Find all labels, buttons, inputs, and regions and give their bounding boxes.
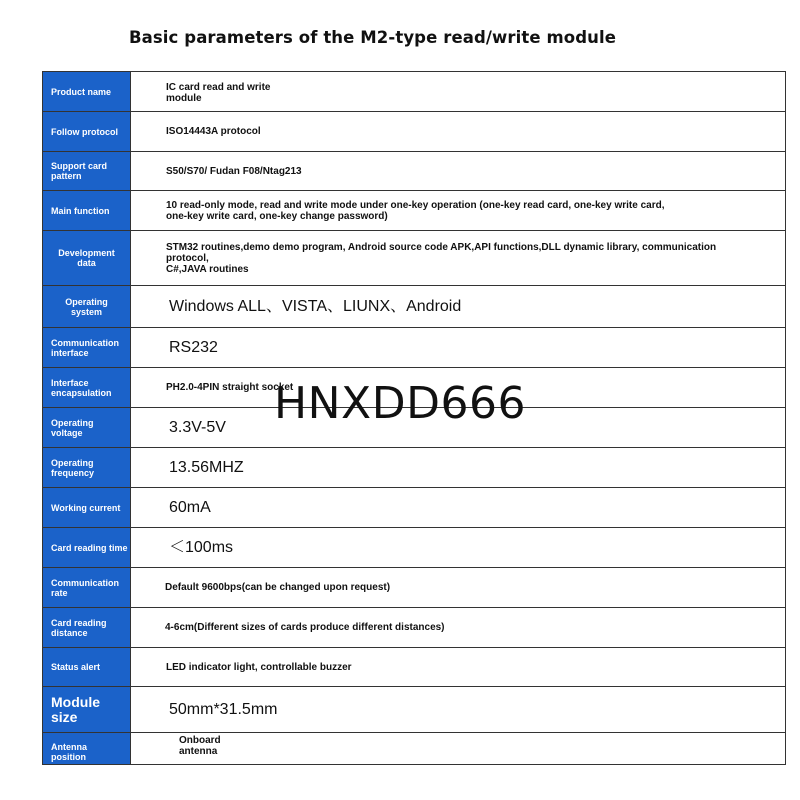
- row-label: Support card pattern: [43, 152, 131, 190]
- row-label: Working current: [43, 488, 131, 527]
- row-value: 13.56MHZ: [169, 458, 244, 476]
- row-label: Module size: [43, 687, 131, 732]
- row-value: ISO14443A protocol: [166, 126, 261, 137]
- table-row-working-current: [43, 488, 785, 528]
- table-row-operating-frequency: [43, 448, 785, 488]
- row-value: PH2.0-4PIN straight socket: [166, 382, 294, 393]
- table-row-interface-encapsulation: [43, 368, 785, 408]
- table-row-status-alert: [43, 648, 785, 687]
- row-label: Product name: [43, 72, 131, 111]
- table-row-follow-protocol: [43, 112, 785, 152]
- table-row-antenna-position: [43, 733, 785, 765]
- row-value: 60mA: [169, 498, 211, 516]
- row-value: Onboard antenna: [179, 735, 221, 757]
- table-row-operating-system: [43, 286, 785, 328]
- row-label: Main function: [43, 191, 131, 230]
- table-row-card-reading-distance: [43, 608, 785, 648]
- row-value: STM32 routines,demo demo program, Android source code APK,API functions,DLL dynamic library, communication protocol, C#,JAVA routines: [166, 241, 717, 275]
- row-value: Windows ALL、VISTA、LIUNX、Android: [169, 297, 462, 315]
- row-label: Card reading distance: [43, 608, 131, 647]
- row-label: Operating system: [43, 286, 131, 327]
- row-label: Interface encapsulation: [43, 368, 131, 407]
- row-value: 50mm*31.5mm: [169, 700, 278, 718]
- table-row-card-reading-time: [43, 528, 785, 568]
- row-value: LED indicator light, controllable buzzer: [166, 661, 352, 673]
- row-label: Communication rate: [43, 568, 131, 607]
- table-row-communication-rate: [43, 568, 785, 608]
- page-title: Basic parameters of the M2-type read/write module: [128, 28, 617, 47]
- table-row-support-card-pattern: [43, 152, 785, 191]
- row-value: RS232: [169, 338, 218, 356]
- row-label: Card reading time: [43, 528, 131, 567]
- table-row-communication-interface: [43, 328, 785, 368]
- row-value: 3.3V-5V: [169, 418, 226, 436]
- table-row-development-data: [43, 231, 785, 286]
- row-label: Development data: [43, 231, 131, 285]
- row-value: S50/S70/ Fudan F08/Ntag213: [166, 165, 302, 177]
- row-label: Operating frequency: [43, 448, 131, 487]
- row-label: Follow protocol: [43, 112, 131, 151]
- row-label: Communication interface: [43, 328, 131, 367]
- row-value: Default 9600bps(can be changed upon request): [165, 582, 391, 593]
- row-label: Status alert: [43, 648, 131, 686]
- row-value: IC card read and write module: [166, 82, 271, 104]
- table-row-module-size: [43, 687, 785, 733]
- row-label: Antenna position: [43, 733, 131, 764]
- row-value: 4-6cm(Different sizes of cards produce different distances): [165, 622, 445, 633]
- row-value: 10 read-only mode, read and write mode under one-key operation (one-key read card, one-key write card, one-key write card, one-key change password): [166, 199, 665, 222]
- row-label: Operating voltage: [43, 408, 131, 447]
- table-row-operating-voltage: [43, 408, 785, 448]
- spec-table: [42, 71, 786, 765]
- watermark: HNXDD666: [274, 378, 526, 429]
- row-value: ＜100ms: [169, 538, 234, 556]
- table-row-main-function: [43, 191, 785, 231]
- table-row-product-name: [43, 72, 785, 112]
